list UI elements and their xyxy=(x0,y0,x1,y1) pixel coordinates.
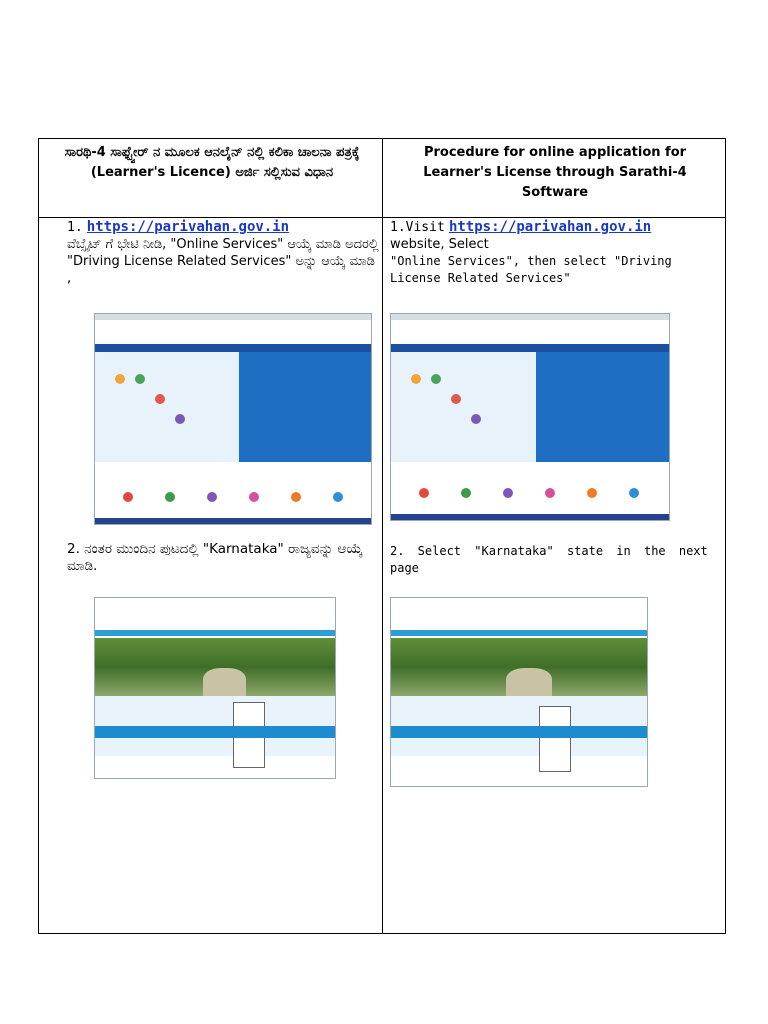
procedure-table xyxy=(38,138,726,934)
column-divider xyxy=(382,139,383,933)
step1-kn-link[interactable]: https://parivahan.gov.in xyxy=(86,219,290,235)
step1-en-prefix: 1.Visit xyxy=(390,220,445,235)
step1-english xyxy=(390,219,720,287)
step1-kannada xyxy=(67,219,379,287)
step1-en-link[interactable]: https://parivahan.gov.in xyxy=(448,219,652,235)
step1-en-text: "Online Services", then select "Driving License Related Services" xyxy=(390,254,672,285)
parivahan-screenshot-left xyxy=(94,313,372,525)
english-header: Procedure for online application for Learner's License through Sarathi-4 Software xyxy=(423,145,687,200)
header-row-divider xyxy=(39,217,725,218)
step1-kn-number: 1. xyxy=(67,220,83,235)
step2-kannada: 2. ನಂತರ ಮುಂದಿನ ಪುಟದಲ್ಲಿ "Karnataka" ರಾಜ್ಯವನ್ನು ಆಯ್ಕೆ ಮಾಡಿ. xyxy=(67,541,363,574)
step1-kn-text: ವೆಬ್ಸೈಟ್ ಗೆ ಭೇಟಿ ನೀಡಿ, "Online Services" ಆಯ್ಕೆ ಮಾಡಿ ಅದರಲ್ಲಿ "Driving License Related Services" ಅನ್ನು ಆಯ್ಕೆ ಮಾಡಿ , xyxy=(67,237,379,286)
step2-english: 2. Select "Karnataka" state in the next page xyxy=(390,544,708,575)
parivahan-screenshot-right xyxy=(390,313,670,521)
sarathi-screenshot-left xyxy=(94,597,336,779)
sarathi-screenshot-right xyxy=(390,597,648,787)
kannada-header: ಸಾರಥಿ-4 ಸಾಫ್ಟ್ವೇರ್ ನ ಮೂಲಕ ಆನಲೈನ್ ನಲ್ಲಿ ಕಲಿಕಾ ಚಾಲನಾ ಪತ್ರಕ್ಕೆ (Learner's Licence) ಅರ್ಜಿ ಸಲ್ಲಿಸುವ ವಿಧಾನ xyxy=(64,145,360,180)
step1-en-mid: website, Select xyxy=(390,237,489,252)
